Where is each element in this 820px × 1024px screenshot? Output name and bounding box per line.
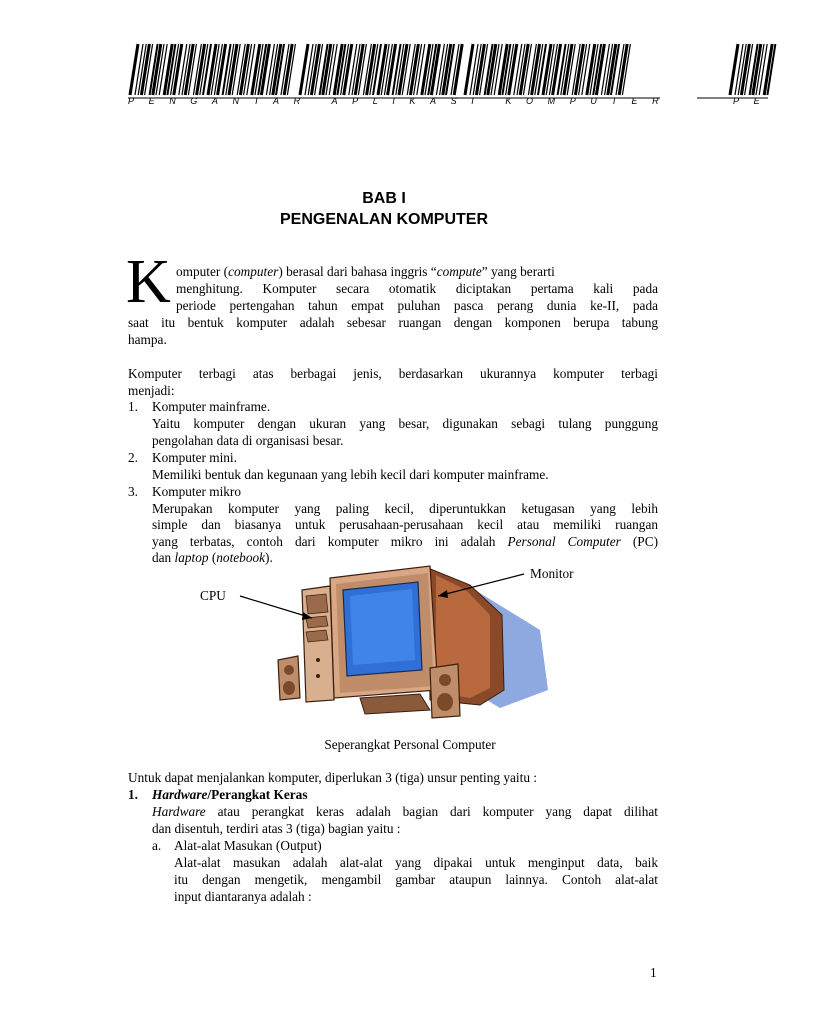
section-heading-hardware: Hardware/Perangkat Keras: [152, 787, 308, 802]
sub-desc-line-3: input diantaranya adalah :: [174, 889, 312, 904]
list-num-2: 2.: [128, 450, 138, 465]
sub-desc-line-1: Alat-alat masukan adalah alat-alat yang dipakai untuk menginput data, baik: [174, 855, 658, 870]
intro-line-4: saat itu bentuk komputer adalah sebesar ruangan dengan komponen berupa tabung: [128, 315, 658, 330]
monitor-label: Monitor: [530, 566, 574, 581]
page-number: 1: [650, 965, 657, 980]
list-desc-2-line-1: Memiliki bentuk dan kegunaan yang lebih kecil dari komputer mainframe.: [152, 467, 549, 482]
list-title-3: Komputer mikro: [152, 484, 242, 499]
cpu-label: CPU: [200, 588, 226, 603]
list-num-1: 1.: [128, 399, 138, 414]
hardware-desc-line-2: dan disentuh, terdiri atas 3 (tiga) bagian yaitu :: [152, 821, 401, 836]
chapter-title: PENGENALAN KOMPUTER: [279, 211, 488, 228]
sub-desc-line-2: itu dengan mengetik, mengambil gambar ataupun lainnya. Contoh alat-alat: [174, 872, 658, 887]
types-intro-line-1: Komputer terbagi atas berbagai jenis, berdasarkan ukurannya komputer terbagi: [128, 366, 658, 381]
list-num-3: 3.: [128, 484, 138, 499]
list-desc-3-line-1: Merupakan komputer yang paling kecil, diperuntukkan ketugasan yang lebih: [152, 501, 658, 516]
chapter-number: BAB I: [362, 190, 406, 207]
hardware-desc-line-1: Hardware atau perangkat keras adalah bagian dari komputer yang dapat dilihat: [152, 804, 658, 819]
list-desc-3-line-3: yang terbatas, contoh dari komputer mikro ini adalah Personal Computer (PC): [152, 534, 658, 549]
list-title-1: Komputer mainframe.: [152, 399, 271, 414]
intro-line-5: hampa.: [128, 332, 167, 347]
intro-line-3: periode pertengahan tahun empat puluhan pasca perang dunia ke-II, pada: [176, 298, 658, 313]
figure-caption: Seperangkat Personal Computer: [324, 737, 496, 752]
running-title-next: PE: [733, 96, 775, 106]
types-intro-line-2: menjadi:: [128, 383, 175, 398]
list-title-2: Komputer mini.: [152, 450, 237, 465]
list-desc-1-line-1: Yaitu komputer dengan ukuran yang besar, digunakan sebagi tulang punggung: [152, 416, 658, 431]
intro-line-2: menghitung. Komputer secara otomatik diciptakan pertama kali pada: [176, 281, 658, 296]
intro-line-1: omputer (computer) berasal dari bahasa inggris “compute” yang berarti: [176, 264, 555, 279]
elements-intro: Untuk dapat menjalankan komputer, diperlukan 3 (tiga) unsur penting yaitu :: [128, 770, 537, 785]
sub-num-a: a.: [152, 838, 162, 853]
list-desc-3-line-4: dan laptop (notebook).: [152, 550, 273, 565]
running-title: PENGANTAR APLIKASI KOMPUTER: [128, 96, 674, 106]
list-desc-1-line-2: pengolahan data di organisasi besar.: [152, 433, 344, 448]
sub-title-input: Alat-alat Masukan (Output): [174, 838, 322, 853]
list-desc-3-line-2: simple dan biasanya untuk perusahaan-perusahaan kecil atau memiliki ruangan: [152, 517, 658, 532]
section-num-1: 1.: [128, 787, 138, 802]
personal-computer-illustration: [0, 560, 768, 730]
drop-cap: K: [126, 248, 171, 316]
